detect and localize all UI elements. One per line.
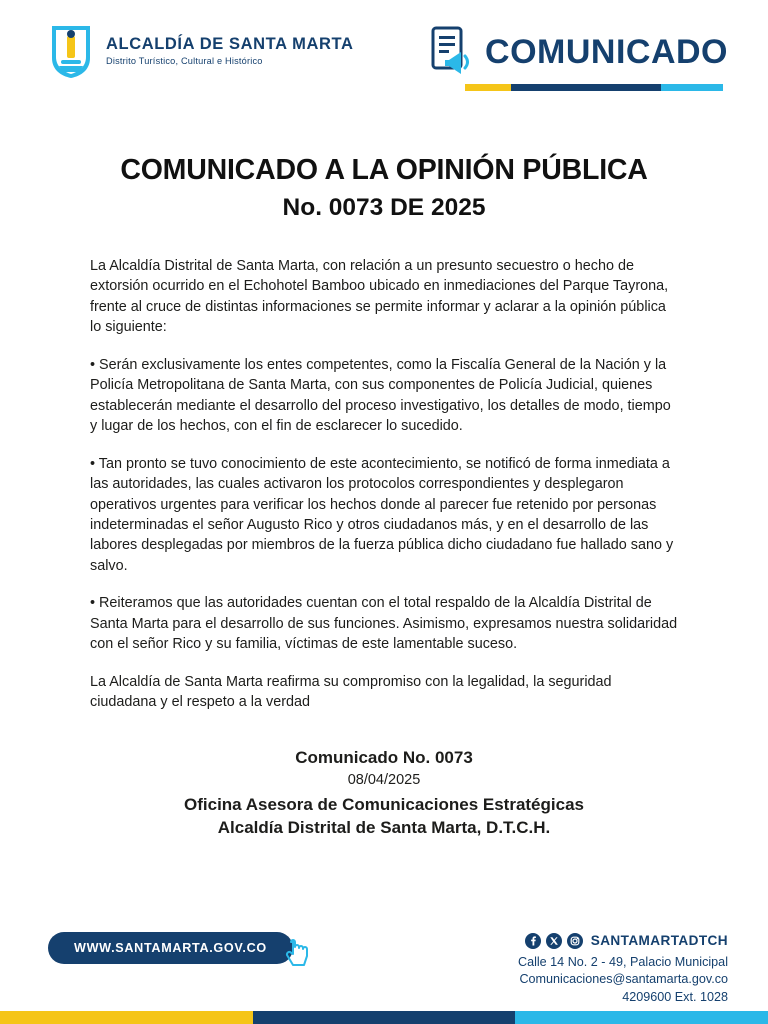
paragraph: • Tan pronto se tuvo conocimiento de este acontecimiento, se notificó de forma inmediata a las autoridades, las cuales activaron los protocolos correspondientes y desplegaron operativos urgentes para verificar los hechos donde al parecer fue retenido por personas indeterminadas el señor Augusto Rico y otros ciudadanos más, y en el desarrollo de las labores desplegadas por miembros de la fuerza pública dicho ciudadano fue hallado sano y salvo. — [90, 455, 674, 574]
signoff-communique-number: Comunicado No. 0073 — [295, 747, 473, 767]
email-line[interactable]: Comunicaciones@santamarta.gov.co — [519, 972, 728, 987]
comunicado-wordmark: COMUNICADO — [485, 32, 728, 71]
header-color-bars — [465, 84, 723, 91]
instagram-icon[interactable] — [567, 933, 583, 949]
paragraph: • Serán exclusivamente los entes competentes, como la Fiscalía General de la Nación y la Policía Metropolitana de Santa Marta, con sus componentes de Policía Judicial, quienes establecerán mediante el desarrollo del proceso investigativo, los detalles de modo, tiempo y lugar de los hechos, con el fin de esclarecer lo sucedido. — [90, 356, 671, 435]
page-title — [0, 154, 768, 222]
alcaldia-brand — [48, 22, 354, 80]
paragraph: La Alcaldía Distrital de Santa Marta, con relación a un presunto secuestro o hecho de extorsión ocurrido en el Echohotel Bamboo ubicado en inmediaciones del Parque Tayrona, frente al cruce de distintas informaciones se permite informar y aclarar a la opinión pública lo siguiente: — [90, 258, 669, 336]
brand-text — [106, 36, 354, 66]
bar-cyan — [661, 84, 723, 91]
website-link[interactable]: WWW.SANTAMARTA.GOV.CO — [48, 932, 293, 964]
bar-yellow — [465, 84, 511, 91]
bar-navy — [511, 84, 661, 91]
website-pill-wrap — [48, 932, 293, 964]
footer-color-bars — [0, 1011, 768, 1024]
social-handle: SANTAMARTADTCH — [590, 933, 728, 948]
address-line: Calle 14 No. 2 - 49, Palacio Municipal — [517, 954, 728, 969]
document-body — [90, 256, 678, 839]
click-hand-icon — [285, 938, 311, 968]
comunicado-lockup — [429, 26, 728, 101]
coat-of-arms-shield-icon — [48, 22, 94, 80]
signoff-entity: Alcaldía Distrital de Santa Marta, D.T.C.H. — [217, 817, 551, 837]
signoff-date: 08/04/2025 — [347, 772, 421, 789]
title-number: No. 0073 DE 2025 — [282, 194, 486, 221]
x-twitter-icon[interactable] — [546, 933, 562, 949]
footer-bar-navy — [253, 1011, 514, 1024]
contact-block — [518, 932, 728, 1006]
social-row — [518, 932, 728, 951]
footer-bar-yellow — [0, 1011, 253, 1024]
signoff-office: Oficina Asesora de Comunicaciones Estratégicas — [184, 795, 584, 815]
paragraph: • Reiteramos que las autoridades cuentan con el total respaldo de la Alcaldía Distrital de Santa Marta para el desarrollo de sus funciones. Asimismo, expresamos nuestra solidaridad con el señor Rico y su familia, víctimas de este lamentable suceso. — [90, 595, 678, 653]
phone-line: 4209600 Ext. 1028 — [622, 989, 728, 1004]
footer-bar-cyan — [515, 1011, 768, 1024]
facebook-icon[interactable] — [525, 933, 541, 949]
paragraph: La Alcaldía de Santa Marta reafirma su compromiso con la legalidad, la seguridad ciudadana y el respeto a la verdad — [90, 673, 612, 711]
page-header — [0, 0, 768, 118]
title-main: COMUNICADO A LA OPINIÓN PÚBLICA — [120, 154, 648, 186]
brand-title: ALCALDÍA DE SANTA MARTA — [106, 34, 354, 53]
page-footer — [0, 906, 768, 1024]
document-megaphone-icon — [429, 26, 475, 78]
brand-subtitle: Distrito Turístico, Cultural e Histórico — [106, 55, 263, 66]
signoff-block — [90, 747, 678, 839]
